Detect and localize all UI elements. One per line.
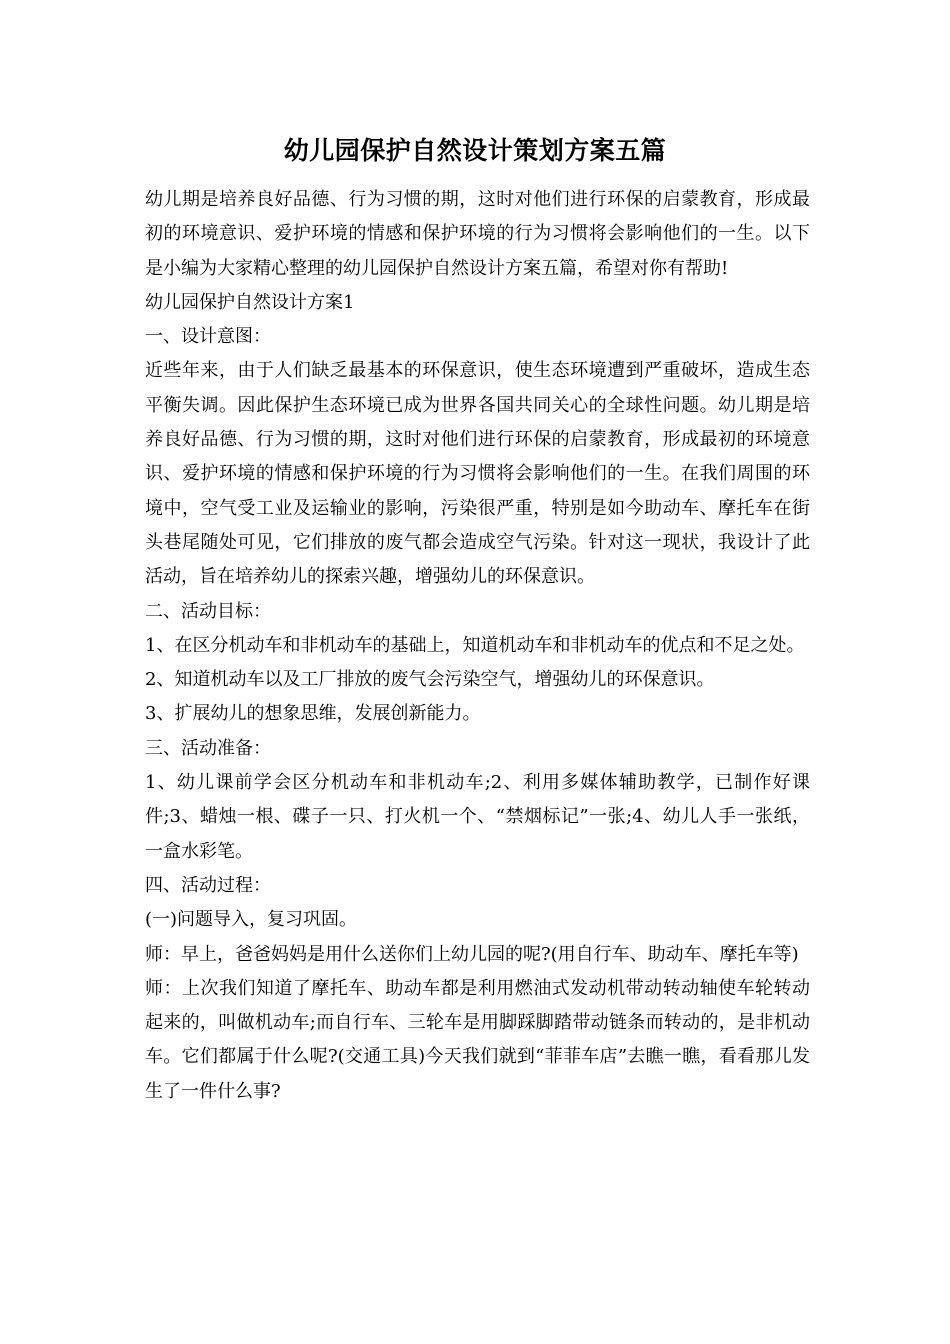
paragraph-design-intent: 近些年来，由于人们缺乏最基本的环保意识，使生态环境遭到严重破坏，造成生态平衡失调。因此保护生态环境已成为世界各国共同关心的全球性问题。幼儿期是培养良好品德、行为习惯的期，这时对他们进行环保的启蒙教育，形成最初的环境意识、爱护环境的情感和保护环境的行为习惯将会影响他们的一生。在我们周围的环境中，空气受工业及运输业的影响，污染很严重，特别是如今助动车、摩托车在街头巷尾随处可见，它们排放的废气都会造成空气污染。针对这一现状，我设计了此活动，旨在培养幼儿的探索兴趣，增强幼儿的环保意识。 <box>145 360 810 588</box>
paragraph-section-2-heading: 二、活动目标： <box>145 600 271 622</box>
paragraph-section-1-heading: 一、设计意图： <box>145 326 271 348</box>
paragraph-intro: 幼儿期是培养良好品德、行为习惯的期，这时对他们进行环保的启蒙教育，形成最初的环境意识、爱护环境的情感和保护环境的行为习惯将会影响他们的一生。以下是小编为大家精心整理的幼儿园保护自然设计方案五篇，希望对你有帮助! <box>145 189 810 279</box>
paragraph-goal-1: 1、在区分机动车和非机动车的基础上，知道机动车和非机动车的优点和不足之处。 <box>145 634 805 656</box>
paragraph-preparation: 1、幼儿课前学会区分机动车和非机动车;2、利用多媒体辅助教学，已制作好课件;3、蜡烛一根、碟子一只、打火机一个、“禁烟标记”一张;4、幼儿人手一张纸，一盒水彩笔。 <box>145 772 810 862</box>
paragraph-goal-2: 2、知道机动车以及工厂排放的废气会污染空气，增强幼儿的环保意识。 <box>145 669 715 691</box>
paragraph-teacher-question: 师：早上，爸爸妈妈是用什么送你们上幼儿园的呢?(用自行车、助动车、摩托车等) <box>145 943 799 965</box>
paragraph-goal-3: 3、扩展幼儿的想象思维，发展创新能力。 <box>145 703 481 725</box>
document-body <box>145 183 810 1109</box>
paragraph-teacher-explanation: 师：上次我们知道了摩托车、助动车都是利用燃油式发动机带动转动轴使车轮转动起来的，叫做机动车;而自行车、三轮车是用脚踩脚踏带动链条而转动的，是非机动车。它们都属于什么呢?(交通工具)今天我们就到“菲菲车店”去瞧一瞧，看看那儿发生了一件什么事? <box>145 977 810 1102</box>
document-title: 幼儿园保护自然设计策划方案五篇 <box>283 136 667 165</box>
paragraph-plan-heading: 幼儿园保护自然设计方案1 <box>145 291 355 313</box>
paragraph-section-3-heading: 三、活动准备： <box>145 737 271 759</box>
paragraph-step-1-heading: (一)问题导入，复习巩固。 <box>145 909 358 931</box>
paragraph-section-4-heading: 四、活动过程： <box>145 874 271 896</box>
